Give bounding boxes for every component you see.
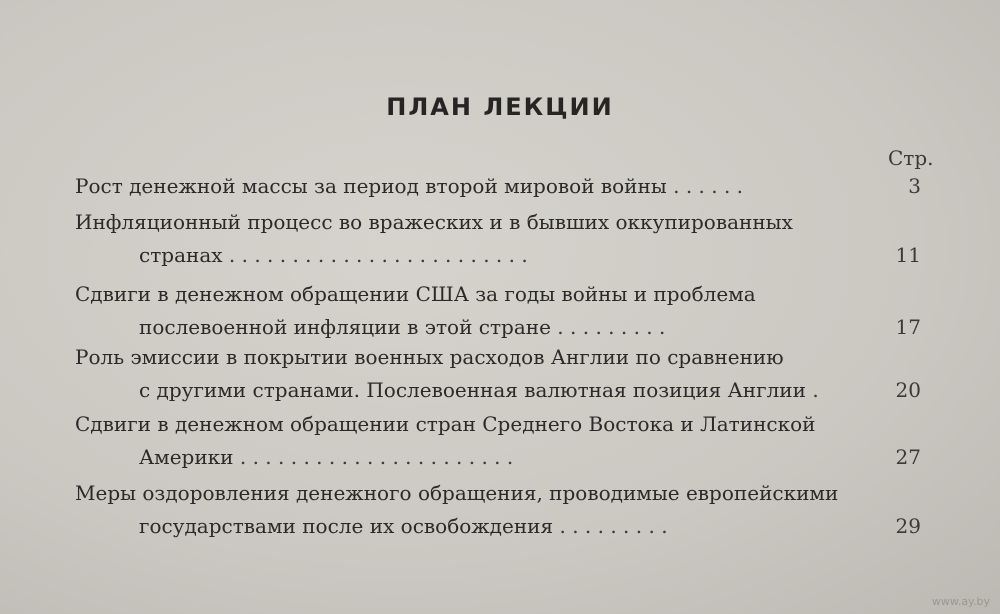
entry-text: Роль эмиссии в покрытии военных расходов Англии по сравнению <box>75 345 784 369</box>
page-column-header: Стр. <box>888 146 934 170</box>
leader-dots: . . . . . . <box>673 174 744 198</box>
entry-text-continuation: послевоенной инфляции в этой стране <box>139 315 551 339</box>
page-number: 20 <box>895 378 921 402</box>
leader-dots: . <box>812 378 819 402</box>
page-number: 11 <box>895 243 921 267</box>
leader-dots: . . . . . . . . . <box>557 315 666 339</box>
entry-text: Рост денежной массы за период второй мировой войны <box>75 174 667 198</box>
entry-text: Сдвиги в денежном обращении США за годы войны и проблема <box>75 282 756 306</box>
document-title: ПЛАН ЛЕКЦИИ <box>386 93 614 121</box>
toc-entry <box>75 278 945 344</box>
page-number: 29 <box>895 514 921 538</box>
entry-text-continuation: странах <box>139 243 223 267</box>
toc-entry <box>75 341 945 407</box>
page-number: 17 <box>895 315 921 339</box>
entry-text-continuation: с другими странами. Послевоенная валютная позиция Англии <box>139 378 806 402</box>
toc-entry <box>75 408 945 474</box>
leader-dots: . . . . . . . . . <box>559 514 668 538</box>
toc-entry <box>75 477 945 543</box>
leader-dots: . . . . . . . . . . . . . . . . . . . . . . . . <box>228 243 528 267</box>
watermark: www.ay.by <box>931 595 990 608</box>
toc-entry <box>75 170 945 203</box>
entry-text-continuation: государствами после их освобождения <box>139 514 554 538</box>
page-number: 27 <box>895 445 921 469</box>
entry-text: Инфляционный процесс во вражеских и в бывших оккупированных <box>75 210 793 234</box>
entry-text: Меры оздоровления денежного обращения, проводимые европейскими <box>75 481 839 505</box>
entry-text: Сдвиги в денежном обращении стран Среднего Востока и Латинской <box>75 412 816 436</box>
leader-dots: . . . . . . . . . . . . . . . . . . . . . . <box>239 445 514 469</box>
toc-entry <box>75 206 945 272</box>
page-number: 3 <box>908 174 921 198</box>
entry-text-continuation: Америки <box>139 445 234 469</box>
